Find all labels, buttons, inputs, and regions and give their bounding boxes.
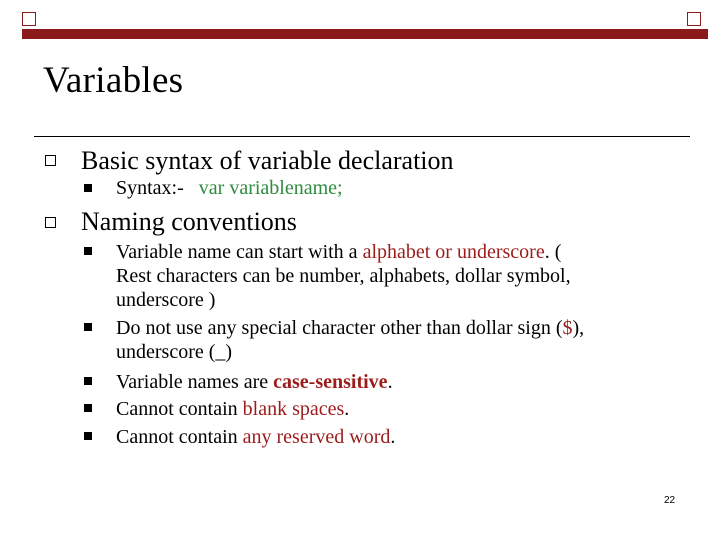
filled-square-bullet-icon [84,432,92,440]
header-square-right [687,12,701,26]
filled-square-bullet-icon [84,247,92,255]
bullet-basic-syntax: Basic syntax of variable declaration [81,146,454,175]
convention-start-line3: underscore ) [116,289,216,311]
syntax-code: var variablename; [198,177,343,199]
convention-special-line1: Do not use any special character other than dollar sign ($), [116,317,585,339]
convention-reserved-word: Cannot contain any reserved word. [116,426,396,448]
filled-square-bullet-icon [84,323,92,331]
convention-blank-spaces: Cannot contain blank spaces. [116,398,350,420]
bullet-naming-conventions: Naming conventions [81,207,297,236]
syntax-line: Syntax:- var variablename; [116,177,343,199]
square-bullet-icon [45,155,56,166]
filled-square-bullet-icon [84,184,92,192]
title-divider [34,136,690,137]
header-square-left [22,12,36,26]
convention-special-line2: underscore (_) [116,341,233,363]
filled-square-bullet-icon [84,404,92,412]
convention-start-line2: Rest characters can be number, alphabets, dollar symbol, [116,265,571,287]
page-number: 22 [664,495,676,506]
header-bar [22,29,708,39]
square-bullet-icon [45,217,56,228]
convention-start-line1: Variable name can start with a alphabet or underscore. ( [116,241,562,263]
slide-title: Variables [43,60,184,101]
convention-case-sensitive: Variable names are case-sensitive. [116,371,393,393]
filled-square-bullet-icon [84,377,92,385]
